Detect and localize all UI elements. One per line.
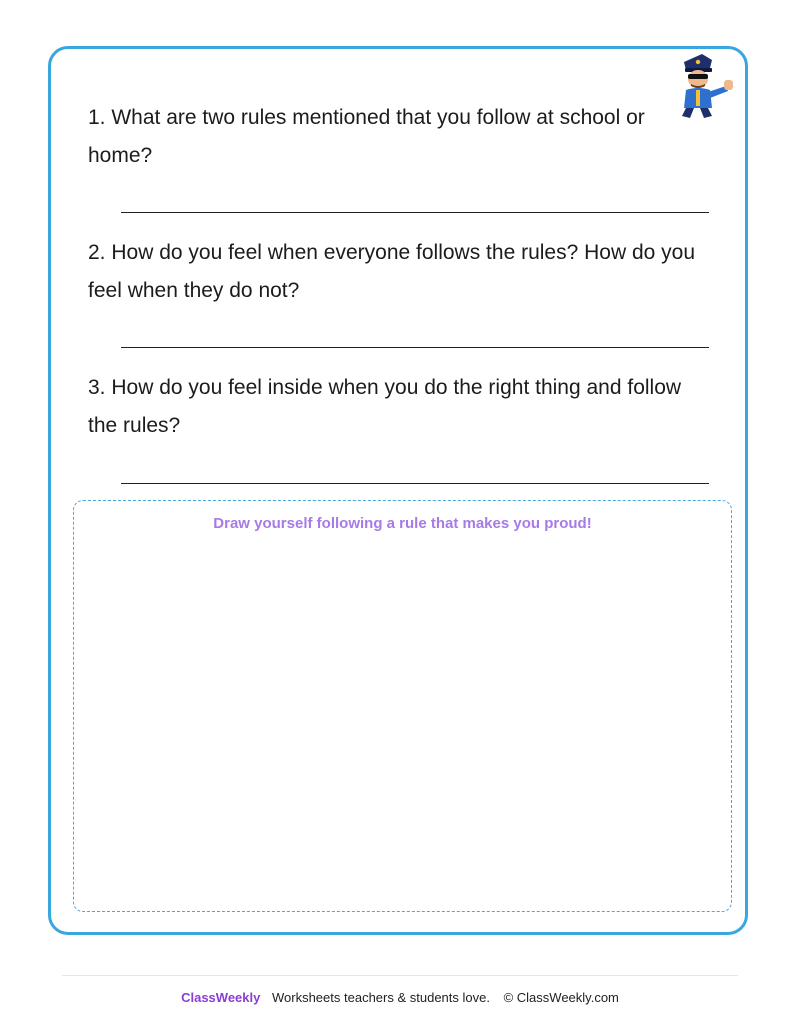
answer-line-3[interactable] bbox=[121, 483, 709, 484]
footer-brand[interactable]: ClassWeekly bbox=[181, 990, 261, 1005]
answer-line-1[interactable] bbox=[121, 212, 709, 213]
footer-divider bbox=[62, 975, 738, 976]
question-2: 2. How do you feel when everyone follows the rules? How do you feel when they do not? bbox=[88, 241, 696, 302]
footer bbox=[0, 990, 800, 1005]
drawing-area[interactable] bbox=[73, 500, 732, 912]
question-3: 3. How do you feel inside when you do the right thing and follow the rules? bbox=[88, 376, 682, 437]
drawing-prompt: Draw yourself following a rule that makes you proud! bbox=[213, 515, 592, 532]
answer-line-2[interactable] bbox=[121, 347, 709, 348]
footer-copyright: © ClassWeekly.com bbox=[503, 990, 619, 1005]
question-1: 1. What are two rules mentioned that you follow at school or home? bbox=[88, 106, 645, 167]
footer-tagline: Worksheets teachers & students love. bbox=[271, 990, 490, 1005]
